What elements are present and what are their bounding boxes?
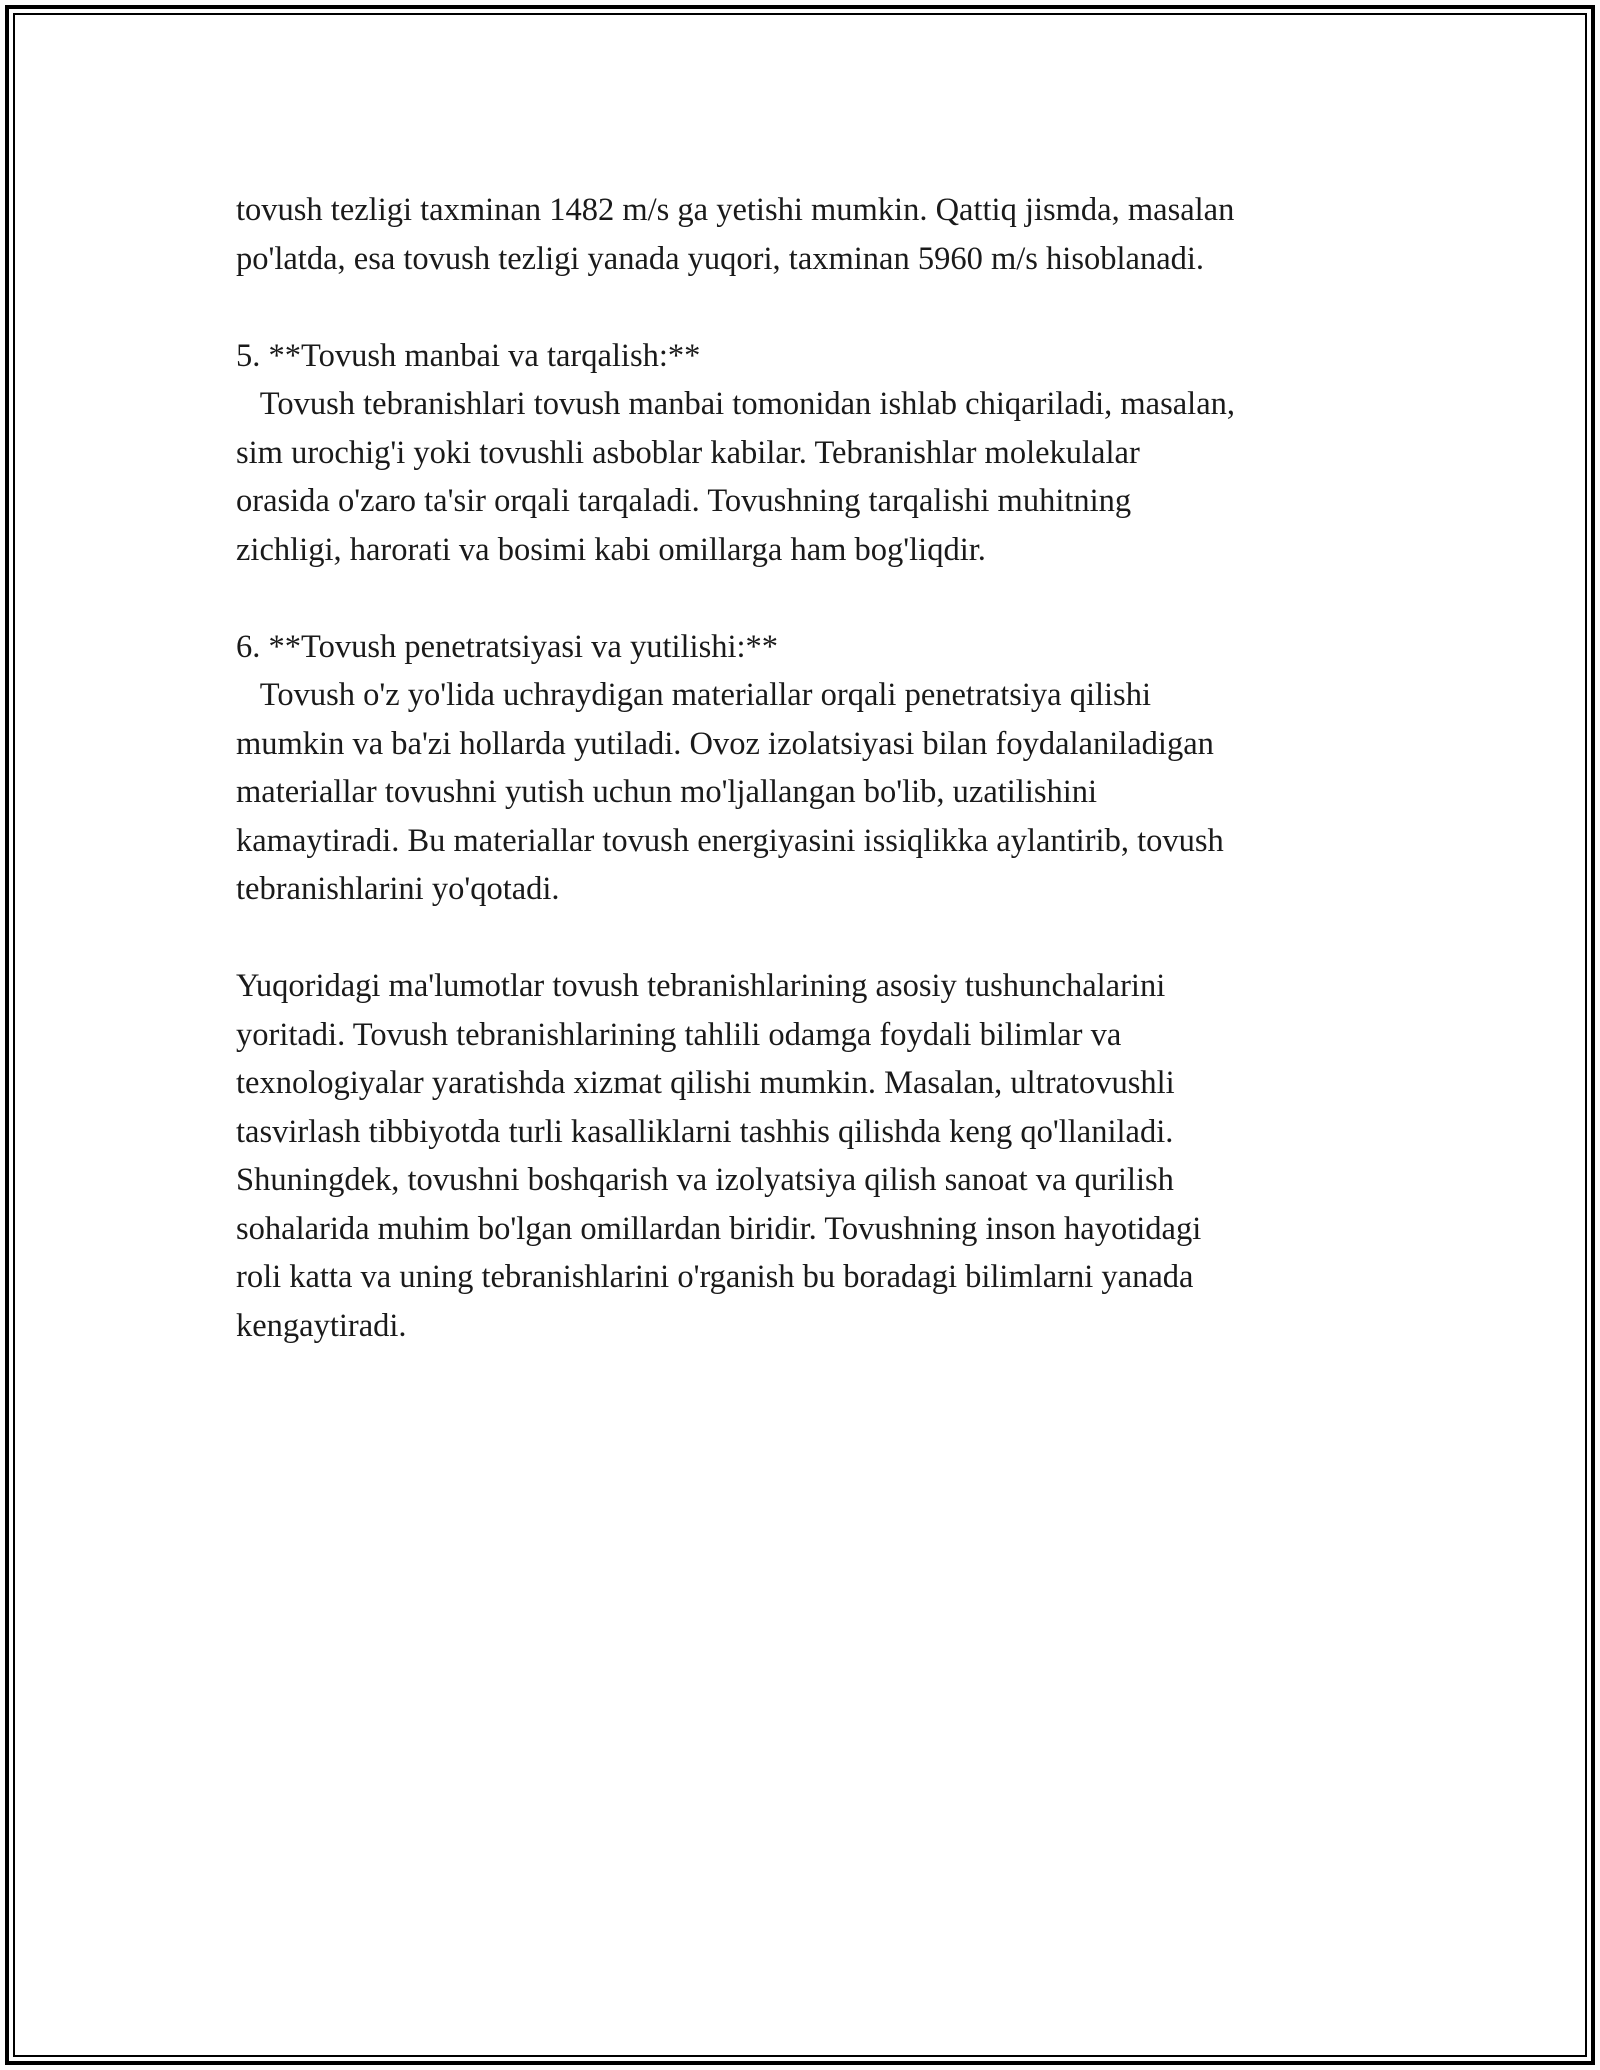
text-line: tovush tezligi taxminan 1482 m/s ga yetishi mumkin. Qattiq jismda, masalan [236,192,1235,228]
section-heading: 5. **Tovush manbai va tarqalish:** [236,337,701,374]
text-line: roli katta va uning tebranishlarini o'rganish bu boradagi bilimlarni yanada [236,1259,1194,1295]
paragraph-intro [236,186,1396,283]
text-line: kengaytiradi. [236,1307,407,1344]
document-body [236,186,1396,1350]
text-line: texnologiyalar yaratishda xizmat qilishi mumkin. Masalan, ultratovushli [236,1065,1175,1101]
text-line: tebranishlarini yo'qotadi. [236,871,560,907]
paragraph-section-5 [236,332,1396,575]
text-line: sohalarida muhim bo'lgan omillardan biridir. Tovushning inson hayotidagi [236,1210,1202,1247]
section-heading: 6. **Tovush penetratsiyasi va yutilishi:** [236,628,779,665]
text-line: mumkin va ba'zi hollarda yutiladi. Ovoz izolatsiyasi bilan foydalaniladigan [236,725,1214,762]
text-line: sim urochig'i yoki tovushli asboblar kabilar. Tebranishlar molekulalar [236,434,1140,471]
paragraph-gap [236,914,1396,963]
text-line: tasvirlash tibbiyotda turli kasalliklarni tashhis qilishda keng qo'llaniladi. [236,1113,1174,1150]
text-line: materiallar tovushni yutish uchun mo'ljallangan bo'lib, uzatilishini [236,774,1098,810]
text-line: Shuningdek, tovushni boshqarish va izolyatsiya qilish sanoat va qurilish [236,1162,1174,1198]
text-line: Yuqoridagi ma'lumotlar tovush tebranishlarining asosiy tushunchalarini [236,968,1166,1004]
text-line: orasida o'zaro ta'sir orqali tarqaladi. Tovushning tarqalishi muhitning [236,483,1132,519]
paragraph-conclusion [236,962,1396,1350]
text-line: yoritadi. Tovush tebranishlarining tahlili odamga foydali bilimlar va [236,1016,1122,1053]
text-line: po'latda, esa tovush tezligi yanada yuqori, taxminan 5960 m/s hisoblanadi. [236,240,1205,277]
text-line: Tovush o'z yo'lida uchraydigan materiallar orqali penetratsiya qilishi [236,677,1151,713]
paragraph-section-6 [236,623,1396,914]
text-line: zichligi, harorati va bosimi kabi omillarga ham bog'liqdir. [236,531,986,568]
paragraph-gap [236,283,1396,332]
paragraph-gap [236,574,1396,623]
text-line: kamaytiradi. Bu materiallar tovush energiyasini issiqlikka aylantirib, tovush [236,822,1224,859]
text-line: Tovush tebranishlari tovush manbai tomonidan ishlab chiqariladi, masalan, [236,386,1236,422]
